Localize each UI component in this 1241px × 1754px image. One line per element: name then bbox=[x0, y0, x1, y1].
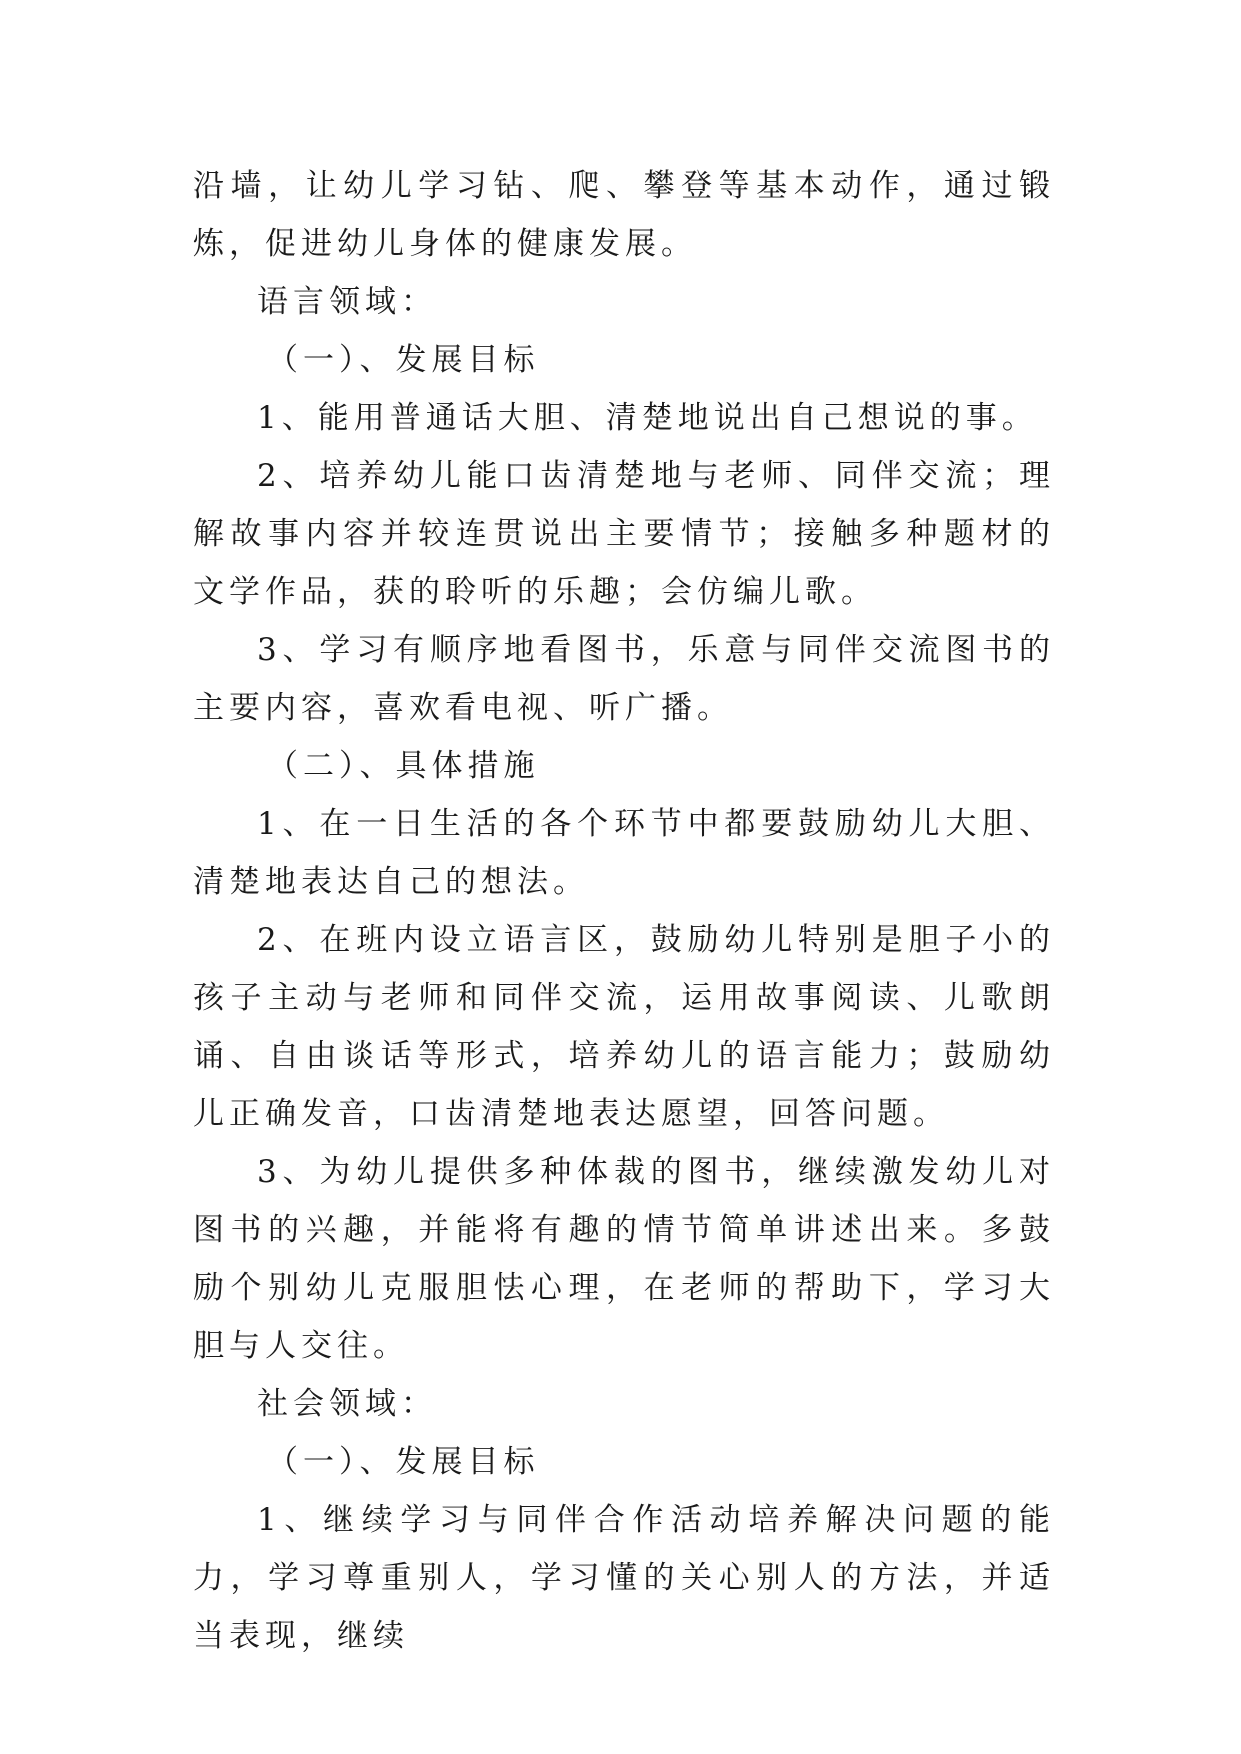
subheading-measures: （二）、具体措施 bbox=[267, 748, 540, 784]
list-item: 2、在班内设立语言区，鼓励幼儿特别是胆子小的孩子主动与老师和同伴交流，运用故事阅读、儿歌朗诵、自由谈话等形式，培养幼儿的语言能力；鼓励幼儿正确发音，口齿清楚地表达愿望，回答问题。 bbox=[193, 922, 1055, 1132]
document-page bbox=[193, 157, 1055, 1665]
list-item: 3、为幼儿提供多种体裁的图书，继续激发幼儿对图书的兴趣，并能将有趣的情节简单讲述出来。多鼓励个别幼儿克服胆怯心理，在老师的帮助下，学习大胆与人交往。 bbox=[193, 1154, 1055, 1364]
list-item: 1、继续学习与同伴合作活动培养解决问题的能力，学习尊重别人，学习懂的关心别人的方法，并适当表现，继续 bbox=[193, 1502, 1055, 1654]
subheading-goals: （一）、发展目标 bbox=[267, 1444, 540, 1480]
list-item: 1、能用普通话大胆、清楚地说出自己想说的事。 bbox=[257, 400, 1038, 436]
subheading-goals: （一）、发展目标 bbox=[267, 342, 540, 378]
paragraph-continuation: 沿墙，让幼儿学习钻、爬、攀登等基本动作，通过锻炼，促进幼儿身体的健康发展。 bbox=[193, 168, 1055, 262]
section-heading-language: 语言领域： bbox=[257, 284, 437, 320]
list-item: 1、在一日生活的各个环节中都要鼓励幼儿大胆、清楚地表达自己的想法。 bbox=[193, 806, 1055, 900]
list-item: 2、培养幼儿能口齿清楚地与老师、同伴交流；理解故事内容并较连贯说出主要情节；接触多种题材的文学作品，获的聆听的乐趣；会仿编儿歌。 bbox=[193, 458, 1055, 610]
section-heading-social: 社会领域： bbox=[257, 1386, 437, 1422]
list-item: 3、学习有顺序地看图书，乐意与同伴交流图书的主要内容，喜欢看电视、听广播。 bbox=[193, 632, 1055, 726]
